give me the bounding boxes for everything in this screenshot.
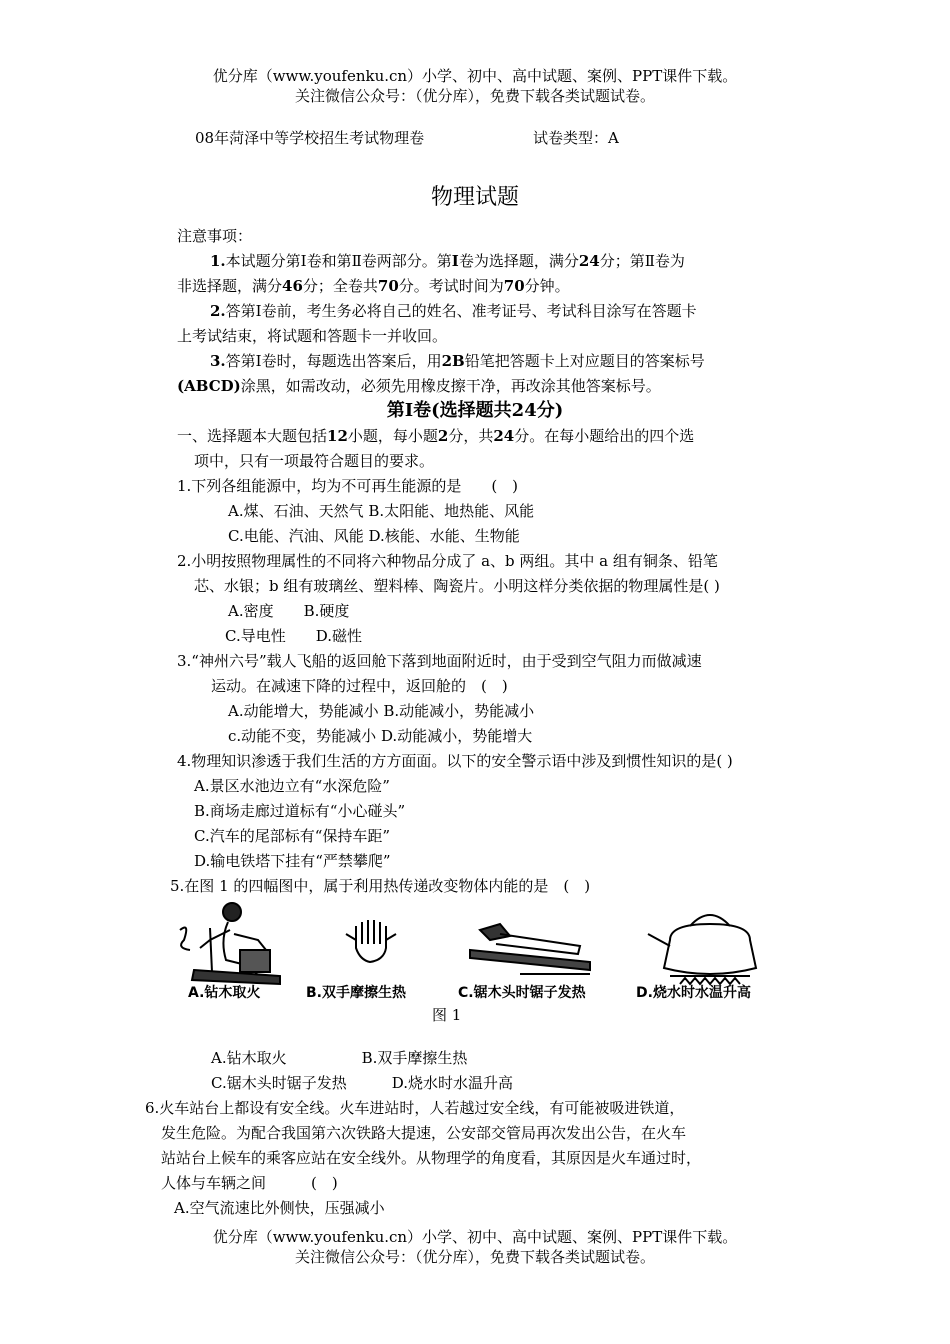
q1-option-row-2: C.电能、汽油、风能 D.核能、水能、生物能 <box>228 527 520 545</box>
header-line-2: 关注微信公众号：（优分库），免费下载各类试题试卷。 <box>294 87 655 105</box>
note-2-line-2: 上考试结束，将试题和答题卡一并收回。 <box>177 327 448 345</box>
sawing-drawing <box>470 924 590 974</box>
q5-option-row-2: C.锯木头时锯子发热 D.烧水时水温升高 <box>211 1074 513 1092</box>
q4-option-c: C.汽车的尾部标有“保持车距” <box>194 827 391 845</box>
figure-caption-c: C.锯木头时锯子发热 <box>458 985 586 1001</box>
q3-stem: 3.“神州六号”载人飞船的返回舱下落到地面附近时，由于受到空气阻力而做减速 <box>177 652 702 670</box>
q6-stem-line-2: 发生危险。为配合我国第六次铁路大提速，公安部交管局再次发出公告，在火车 <box>161 1124 687 1142</box>
figure-caption-b: B.双手摩擦生热 <box>306 985 406 1001</box>
q6-stem-line-4: 人体与车辆之间 ( ) <box>161 1174 338 1192</box>
q6-option-a: A.空气流速比外侧快，压强减小 <box>174 1199 385 1217</box>
figure-caption-a: A.钻木取火 <box>188 985 261 1001</box>
notes-heading: 注意事项： <box>177 227 253 245</box>
q2-stem: 2.小明按照物理属性的不同将六种物品分成了 a、b 两组。其中 a 组有铜条、铅笔 <box>177 552 718 570</box>
q4-stem: 4.物理知识渗透于我们生活的方方面面。以下的安全警示语中涉及到惯性知识的是( ) <box>177 752 733 770</box>
q5-option-row-1: A.钻木取火 B.双手摩擦生热 <box>211 1049 468 1067</box>
fire-drill-drawing <box>180 903 280 984</box>
paper-type: 试卷类型：A <box>533 129 619 147</box>
section-intro: 一、选择题本大题包括12小题，每小题2分，共24分。在每小题给出的四个选 <box>177 427 695 445</box>
q1-option-row-1: A.煤、石油、天然气 B.太阳能、地热能、风能 <box>228 502 535 520</box>
note-3: 3.答第Ⅰ卷时，每题选出答案后，用2B铅笔把答题卡上对应题目的答案标号 <box>210 352 705 370</box>
figure-1 <box>170 900 790 1010</box>
q2-option-row-2: C.导电性 D.磁性 <box>225 627 362 645</box>
q6-stem: 6.火车站台上都设有安全线。火车进站时，人若越过安全线，有可能被吸进铁道， <box>145 1099 685 1117</box>
note-2: 2.答第Ⅰ卷前，考生务必将自己的姓名、准考证号、考试科目涂写在答题卡 <box>210 302 697 320</box>
q2-stem-line-2: 芯、水银；b 组有玻璃丝、塑料棒、陶瓷片。小明这样分类依据的物理属性是( ) <box>194 577 720 595</box>
figure-caption-d: D.烧水时水温升高 <box>636 985 751 1001</box>
kettle-drawing <box>648 915 756 984</box>
section-intro-line-2: 项中，只有一项最符合题目的要求。 <box>194 452 435 470</box>
note-3-line-2: (ABCD)涂黑，如需改动，必须先用橡皮擦干净，再改涂其他答案标号。 <box>177 377 661 395</box>
q3-option-row-1: A.动能增大，势能减小 B.动能减小，势能减小 <box>228 702 535 720</box>
q6-stem-line-3: 站站台上候车的乘客应站在安全线外。从物理学的角度看，其原因是火车通过时， <box>161 1149 702 1167</box>
figure-label: 图 1 <box>432 1006 462 1024</box>
note-1-line-2: 非选择题，满分46分；全卷共70分。考试时间为70分钟。 <box>177 277 570 295</box>
q4-option-b: B.商场走廊过道标有“小心碰头” <box>194 802 406 820</box>
q3-option-row-2: c.动能不变，势能减小 D.动能减小，势能增大 <box>228 727 533 745</box>
q2-option-row-1: A.密度 B.硬度 <box>228 602 350 620</box>
q4-option-d: D.输电铁塔下挂有“严禁攀爬” <box>194 852 391 870</box>
rubbing-hands-drawing <box>346 920 396 962</box>
paper-title: 08年菏泽中等学校招生考试物理卷 <box>195 129 425 147</box>
note-1: 1.本试题分第Ⅰ卷和第Ⅱ卷两部分。第I卷为选择题，满分24分；第Ⅱ卷为 <box>210 252 685 270</box>
main-title: 物理试题 <box>430 185 519 210</box>
q4-option-a: A.景区水池边立有“水深危险” <box>194 777 390 795</box>
footer-line-1: 优分库（www.youfenku.cn）小学、初中、高中试题、案例、PPT课件下载。 <box>212 1228 738 1246</box>
q5-stem: 5.在图 1 的四幅图中，属于利用热传递改变物体内能的是 ( ) <box>170 877 591 895</box>
q1-stem: 1.下列各组能源中，均为不可再生能源的是 ( ) <box>177 477 519 495</box>
footer-line-2: 关注微信公众号：（优分库），免费下载各类试题试卷。 <box>294 1248 655 1266</box>
header-line-1: 优分库（www.youfenku.cn）小学、初中、高中试题、案例、PPT课件下载。 <box>212 67 738 85</box>
q3-stem-line-2: 运动。在减速下降的过程中，返回舱的 ( ) <box>211 677 508 695</box>
section-title: 第I卷(选择题共24分) <box>386 400 564 421</box>
